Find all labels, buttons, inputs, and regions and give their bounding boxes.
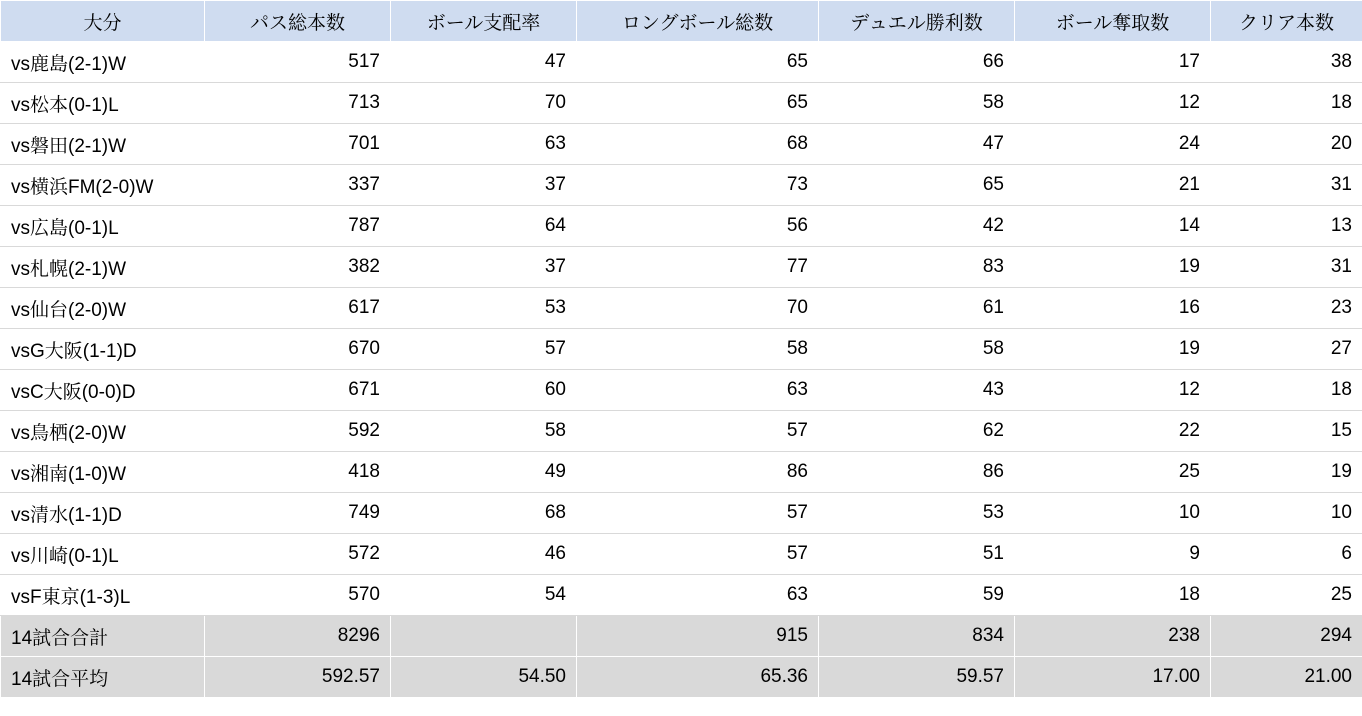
cell-ball-recoveries: 9 — [1015, 534, 1211, 575]
cell-duels-won: 62 — [819, 411, 1015, 452]
cell-total-passes: 713 — [205, 83, 391, 124]
cell-long-balls: 68 — [577, 124, 819, 165]
table-row — [1, 411, 1362, 452]
cell-opponent: vs鳥栖(2-0)W — [1, 411, 205, 452]
table-row — [1, 165, 1362, 206]
column-header-duels-won: デュエル勝利数 — [819, 1, 1015, 42]
cell-long-balls: 63 — [577, 370, 819, 411]
cell-clearances: 18 — [1211, 370, 1362, 411]
cell-possession: 54 — [391, 575, 577, 616]
cell-possession: 46 — [391, 534, 577, 575]
cell-duels-won: 42 — [819, 206, 1015, 247]
cell-long-balls: 77 — [577, 247, 819, 288]
table-row — [1, 288, 1362, 329]
cell-opponent: vs川崎(0-1)L — [1, 534, 205, 575]
cell-long-balls: 86 — [577, 452, 819, 493]
cell-duels-won: 58 — [819, 83, 1015, 124]
cell-long-balls: 58 — [577, 329, 819, 370]
cell-possession: 57 — [391, 329, 577, 370]
table-row — [1, 42, 1362, 83]
cell-opponent: vs松本(0-1)L — [1, 83, 205, 124]
cell-ball-recoveries: 18 — [1015, 575, 1211, 616]
cell-total-passes: 8296 — [205, 616, 391, 657]
cell-duels-won: 59 — [819, 575, 1015, 616]
cell-long-balls: 63 — [577, 575, 819, 616]
cell-duels-won: 65 — [819, 165, 1015, 206]
cell-ball-recoveries: 238 — [1015, 616, 1211, 657]
cell-ball-recoveries: 12 — [1015, 83, 1211, 124]
cell-long-balls: 70 — [577, 288, 819, 329]
cell-total-passes: 670 — [205, 329, 391, 370]
cell-ball-recoveries: 12 — [1015, 370, 1211, 411]
cell-possession — [391, 616, 577, 657]
cell-clearances: 31 — [1211, 247, 1362, 288]
cell-total-passes: 671 — [205, 370, 391, 411]
cell-clearances: 10 — [1211, 493, 1362, 534]
table-row — [1, 575, 1362, 616]
cell-clearances: 13 — [1211, 206, 1362, 247]
table-row — [1, 370, 1362, 411]
cell-total-passes: 337 — [205, 165, 391, 206]
cell-clearances: 6 — [1211, 534, 1362, 575]
cell-possession: 58 — [391, 411, 577, 452]
cell-duels-won: 43 — [819, 370, 1015, 411]
cell-possession: 70 — [391, 83, 577, 124]
cell-possession: 37 — [391, 165, 577, 206]
cell-long-balls: 57 — [577, 534, 819, 575]
cell-clearances: 27 — [1211, 329, 1362, 370]
column-header-ball-recoveries: ボール奪取数 — [1015, 1, 1211, 42]
table-header — [1, 1, 1362, 42]
cell-opponent: vs札幌(2-1)W — [1, 247, 205, 288]
cell-duels-won: 47 — [819, 124, 1015, 165]
cell-opponent: vs広島(0-1)L — [1, 206, 205, 247]
table-header-row — [1, 1, 1362, 42]
column-header-clearances: クリア本数 — [1211, 1, 1362, 42]
table-row — [1, 452, 1362, 493]
table-row — [1, 83, 1362, 124]
cell-long-balls: 65.36 — [577, 657, 819, 698]
cell-total-passes: 592.57 — [205, 657, 391, 698]
cell-long-balls: 65 — [577, 42, 819, 83]
cell-duels-won: 61 — [819, 288, 1015, 329]
cell-long-balls: 57 — [577, 411, 819, 452]
table-row — [1, 329, 1362, 370]
cell-long-balls: 65 — [577, 83, 819, 124]
cell-ball-recoveries: 17.00 — [1015, 657, 1211, 698]
cell-total-passes: 787 — [205, 206, 391, 247]
cell-duels-won: 86 — [819, 452, 1015, 493]
cell-ball-recoveries: 19 — [1015, 247, 1211, 288]
column-header-opponent: 大分 — [1, 1, 205, 42]
cell-duels-won: 834 — [819, 616, 1015, 657]
cell-clearances: 21.00 — [1211, 657, 1362, 698]
cell-opponent: vs磐田(2-1)W — [1, 124, 205, 165]
table-row-total — [1, 616, 1362, 657]
cell-clearances: 23 — [1211, 288, 1362, 329]
cell-long-balls: 73 — [577, 165, 819, 206]
column-header-possession: ボール支配率 — [391, 1, 577, 42]
table-row — [1, 124, 1362, 165]
cell-opponent: vs湘南(1-0)W — [1, 452, 205, 493]
table-row — [1, 247, 1362, 288]
cell-total-passes: 517 — [205, 42, 391, 83]
cell-duels-won: 66 — [819, 42, 1015, 83]
cell-duels-won: 58 — [819, 329, 1015, 370]
cell-possession: 47 — [391, 42, 577, 83]
cell-possession: 68 — [391, 493, 577, 534]
table-row — [1, 206, 1362, 247]
cell-opponent: vs清水(1-1)D — [1, 493, 205, 534]
cell-ball-recoveries: 25 — [1015, 452, 1211, 493]
cell-row-label: 14試合合計 — [1, 616, 205, 657]
cell-total-passes: 701 — [205, 124, 391, 165]
cell-opponent: vs仙台(2-0)W — [1, 288, 205, 329]
cell-clearances: 294 — [1211, 616, 1362, 657]
cell-clearances: 15 — [1211, 411, 1362, 452]
cell-possession: 53 — [391, 288, 577, 329]
cell-opponent: vsF東京(1-3)L — [1, 575, 205, 616]
table-body — [1, 42, 1362, 698]
cell-clearances: 19 — [1211, 452, 1362, 493]
cell-duels-won: 83 — [819, 247, 1015, 288]
cell-duels-won: 51 — [819, 534, 1015, 575]
cell-long-balls: 57 — [577, 493, 819, 534]
cell-total-passes: 617 — [205, 288, 391, 329]
cell-long-balls: 915 — [577, 616, 819, 657]
cell-total-passes: 570 — [205, 575, 391, 616]
cell-total-passes: 592 — [205, 411, 391, 452]
cell-clearances: 20 — [1211, 124, 1362, 165]
cell-possession: 37 — [391, 247, 577, 288]
table-row — [1, 493, 1362, 534]
cell-opponent: vs鹿島(2-1)W — [1, 42, 205, 83]
cell-total-passes: 749 — [205, 493, 391, 534]
cell-clearances: 18 — [1211, 83, 1362, 124]
cell-opponent: vs横浜FM(2-0)W — [1, 165, 205, 206]
cell-ball-recoveries: 22 — [1015, 411, 1211, 452]
cell-possession: 49 — [391, 452, 577, 493]
table-row-average — [1, 657, 1362, 698]
cell-long-balls: 56 — [577, 206, 819, 247]
column-header-long-balls: ロングボール総数 — [577, 1, 819, 42]
cell-ball-recoveries: 10 — [1015, 493, 1211, 534]
cell-ball-recoveries: 16 — [1015, 288, 1211, 329]
cell-clearances: 25 — [1211, 575, 1362, 616]
cell-possession: 60 — [391, 370, 577, 411]
cell-ball-recoveries: 19 — [1015, 329, 1211, 370]
cell-total-passes: 418 — [205, 452, 391, 493]
column-header-total-passes: パス総本数 — [205, 1, 391, 42]
cell-clearances: 31 — [1211, 165, 1362, 206]
cell-total-passes: 382 — [205, 247, 391, 288]
cell-possession: 64 — [391, 206, 577, 247]
cell-ball-recoveries: 14 — [1015, 206, 1211, 247]
cell-clearances: 38 — [1211, 42, 1362, 83]
cell-ball-recoveries: 17 — [1015, 42, 1211, 83]
cell-ball-recoveries: 21 — [1015, 165, 1211, 206]
cell-opponent: vsC大阪(0-0)D — [1, 370, 205, 411]
cell-row-label: 14試合平均 — [1, 657, 205, 698]
cell-ball-recoveries: 24 — [1015, 124, 1211, 165]
cell-total-passes: 572 — [205, 534, 391, 575]
cell-duels-won: 53 — [819, 493, 1015, 534]
cell-duels-won: 59.57 — [819, 657, 1015, 698]
table-row — [1, 534, 1362, 575]
cell-opponent: vsG大阪(1-1)D — [1, 329, 205, 370]
cell-possession: 63 — [391, 124, 577, 165]
cell-possession: 54.50 — [391, 657, 577, 698]
